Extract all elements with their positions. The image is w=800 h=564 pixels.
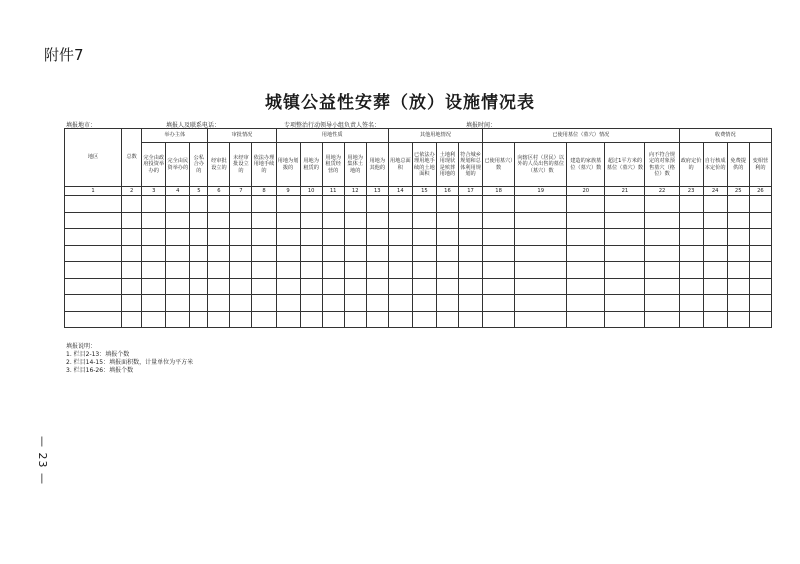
data-cell[interactable] — [679, 245, 703, 262]
data-cell[interactable] — [230, 245, 252, 262]
data-cell[interactable] — [122, 212, 142, 229]
column-number-cell: 22 — [645, 187, 679, 196]
data-cell[interactable] — [142, 295, 166, 312]
data-cell[interactable] — [366, 278, 388, 295]
data-cell[interactable] — [567, 245, 605, 262]
column-number-cell: 1 — [65, 187, 122, 196]
data-cell[interactable] — [65, 295, 122, 312]
header-col-11: 用地为租赁经营的 — [322, 143, 344, 187]
data-cell[interactable] — [208, 311, 230, 328]
header-col-3: 完全由政府投资举办的 — [142, 143, 166, 187]
data-cell[interactable] — [142, 212, 166, 229]
data-cell[interactable] — [190, 229, 208, 246]
data-cell[interactable] — [190, 262, 208, 279]
data-cell[interactable] — [166, 196, 190, 213]
data-cell[interactable] — [679, 278, 703, 295]
data-cell[interactable] — [190, 311, 208, 328]
data-cell[interactable] — [366, 245, 388, 262]
data-cell[interactable] — [366, 196, 388, 213]
data-cell[interactable] — [230, 311, 252, 328]
data-cell[interactable] — [605, 278, 645, 295]
filler-label: 填报人及联系电话： — [166, 122, 221, 129]
data-cell[interactable] — [703, 212, 727, 229]
column-number-cell: 18 — [483, 187, 515, 196]
header-col-8: 依法办理用地手续的 — [252, 143, 276, 187]
table-row — [65, 311, 772, 328]
header-total: 总数 — [122, 129, 142, 187]
column-number-cell: 6 — [208, 187, 230, 196]
data-cell[interactable] — [366, 311, 388, 328]
data-cell[interactable] — [483, 229, 515, 246]
data-cell[interactable] — [567, 212, 605, 229]
data-cell[interactable] — [483, 295, 515, 312]
data-cell[interactable] — [727, 196, 749, 213]
data-cell[interactable] — [142, 278, 166, 295]
data-cell[interactable] — [142, 262, 166, 279]
data-cell[interactable] — [344, 278, 366, 295]
data-cell[interactable] — [483, 196, 515, 213]
data-cell[interactable] — [412, 245, 436, 262]
data-cell[interactable] — [605, 245, 645, 262]
header-col-24: 自行核成本定价的 — [703, 143, 727, 187]
table-row — [65, 229, 772, 246]
data-cell[interactable] — [388, 196, 412, 213]
header-col-7: 未经审批设立的 — [230, 143, 252, 187]
data-cell[interactable] — [567, 311, 605, 328]
column-number-cell: 16 — [436, 187, 458, 196]
data-cell[interactable] — [276, 262, 300, 279]
data-cell[interactable] — [252, 278, 276, 295]
data-cell[interactable] — [122, 262, 142, 279]
data-cell[interactable] — [230, 196, 252, 213]
data-cell[interactable] — [515, 229, 567, 246]
document-title: 城镇公益性安葬（放）设施情况表 — [265, 93, 535, 113]
column-number-cell: 17 — [458, 187, 482, 196]
data-cell[interactable] — [344, 245, 366, 262]
table-row — [65, 262, 772, 279]
data-cell[interactable] — [366, 295, 388, 312]
header-col-15: 已依法办理用地手续的土地面积 — [412, 143, 436, 187]
leader-signature-label: 专项整治行动领导小组负责人签名： — [284, 122, 381, 129]
data-cell[interactable] — [252, 295, 276, 312]
table-row — [65, 295, 772, 312]
data-cell[interactable] — [436, 212, 458, 229]
data-cell[interactable] — [436, 295, 458, 312]
data-cell[interactable] — [300, 311, 322, 328]
data-cell[interactable] — [322, 295, 344, 312]
data-cell[interactable] — [388, 311, 412, 328]
data-cell[interactable] — [276, 278, 300, 295]
data-cell[interactable] — [65, 212, 122, 229]
data-cell[interactable] — [300, 245, 322, 262]
data-cell[interactable] — [703, 245, 727, 262]
data-cell[interactable] — [483, 245, 515, 262]
header-col-6: 经审批设立的 — [208, 143, 230, 187]
header-row-groups — [65, 129, 772, 143]
header-used-plots: 已使用墓位（墓穴）情况 — [483, 129, 680, 143]
data-cell[interactable] — [749, 295, 771, 312]
header-col-12: 用地为集体土地的 — [344, 143, 366, 187]
data-cell[interactable] — [366, 212, 388, 229]
data-cell[interactable] — [190, 196, 208, 213]
data-cell[interactable] — [412, 262, 436, 279]
data-cell[interactable] — [436, 262, 458, 279]
data-cell[interactable] — [567, 278, 605, 295]
data-cell[interactable] — [122, 295, 142, 312]
data-cell[interactable] — [122, 196, 142, 213]
data-cell[interactable] — [645, 311, 679, 328]
data-cell[interactable] — [344, 262, 366, 279]
column-number-cell: 21 — [605, 187, 645, 196]
data-cell[interactable] — [412, 212, 436, 229]
data-cell[interactable] — [142, 229, 166, 246]
data-cell[interactable] — [515, 212, 567, 229]
data-cell[interactable] — [645, 229, 679, 246]
data-cell[interactable] — [344, 196, 366, 213]
data-cell[interactable] — [679, 212, 703, 229]
data-cell[interactable] — [276, 229, 300, 246]
data-cell[interactable] — [749, 245, 771, 262]
data-cell[interactable] — [65, 278, 122, 295]
data-cell[interactable] — [65, 196, 122, 213]
data-cell[interactable] — [458, 212, 482, 229]
data-cell[interactable] — [727, 229, 749, 246]
data-cell[interactable] — [230, 212, 252, 229]
data-cell[interactable] — [300, 262, 322, 279]
data-cell[interactable] — [679, 196, 703, 213]
data-cell[interactable] — [166, 262, 190, 279]
data-cell[interactable] — [483, 212, 515, 229]
data-cell[interactable] — [122, 245, 142, 262]
column-number-cell: 25 — [727, 187, 749, 196]
data-cell[interactable] — [366, 229, 388, 246]
data-cell[interactable] — [276, 245, 300, 262]
data-cell[interactable] — [190, 278, 208, 295]
data-cell[interactable] — [166, 311, 190, 328]
data-cell[interactable] — [567, 295, 605, 312]
data-cell[interactable] — [322, 229, 344, 246]
data-cell[interactable] — [458, 196, 482, 213]
data-cell[interactable] — [122, 229, 142, 246]
data-cell[interactable] — [388, 295, 412, 312]
data-cell[interactable] — [605, 196, 645, 213]
column-number-cell: 20 — [567, 187, 605, 196]
data-cell[interactable] — [230, 229, 252, 246]
table-row — [65, 212, 772, 229]
data-cell[interactable] — [300, 196, 322, 213]
data-cell[interactable] — [322, 196, 344, 213]
data-cell[interactable] — [605, 295, 645, 312]
data-cell[interactable] — [727, 245, 749, 262]
table-row — [65, 245, 772, 262]
column-number-cell: 8 — [252, 187, 276, 196]
header-col-20: 建造的家族墓位（墓穴）数 — [567, 143, 605, 187]
data-cell[interactable] — [190, 212, 208, 229]
data-cell[interactable] — [412, 295, 436, 312]
data-cell[interactable] — [727, 311, 749, 328]
notes-heading: 填报说明： — [66, 343, 97, 350]
header-col-16: 土地利用现状是殡葬用地的 — [436, 143, 458, 187]
data-cell[interactable] — [122, 311, 142, 328]
data-cell[interactable] — [515, 245, 567, 262]
data-cell[interactable] — [252, 262, 276, 279]
data-cell[interactable] — [166, 245, 190, 262]
column-number-row — [65, 187, 772, 196]
data-cell[interactable] — [436, 196, 458, 213]
column-number-cell: 14 — [388, 187, 412, 196]
data-cell[interactable] — [483, 278, 515, 295]
data-cell[interactable] — [515, 311, 567, 328]
area-label: 填报地市： — [66, 122, 97, 129]
data-cell[interactable] — [230, 262, 252, 279]
data-cell[interactable] — [412, 229, 436, 246]
data-cell[interactable] — [703, 311, 727, 328]
data-cell[interactable] — [679, 295, 703, 312]
data-cell[interactable] — [645, 278, 679, 295]
data-cell[interactable] — [276, 212, 300, 229]
data-cell[interactable] — [703, 295, 727, 312]
header-district: 地区 — [65, 129, 122, 187]
data-cell[interactable] — [252, 212, 276, 229]
data-cell[interactable] — [65, 245, 122, 262]
data-cell[interactable] — [208, 229, 230, 246]
data-cell[interactable] — [605, 311, 645, 328]
data-cell[interactable] — [703, 278, 727, 295]
data-cell[interactable] — [749, 196, 771, 213]
data-cell[interactable] — [458, 229, 482, 246]
column-number-cell: 3 — [142, 187, 166, 196]
data-cell[interactable] — [208, 212, 230, 229]
data-cell[interactable] — [458, 311, 482, 328]
column-number-cell: 11 — [322, 187, 344, 196]
data-cell[interactable] — [703, 229, 727, 246]
data-cell[interactable] — [679, 311, 703, 328]
column-number-cell: 5 — [190, 187, 208, 196]
data-cell[interactable] — [436, 229, 458, 246]
data-cell[interactable] — [276, 196, 300, 213]
data-cell[interactable] — [344, 295, 366, 312]
page-number: — 23 — — [36, 436, 49, 485]
data-cell[interactable] — [322, 245, 344, 262]
data-cell[interactable] — [300, 278, 322, 295]
data-cell[interactable] — [166, 295, 190, 312]
data-cell[interactable] — [366, 262, 388, 279]
data-cell[interactable] — [483, 262, 515, 279]
data-cell[interactable] — [388, 229, 412, 246]
column-number-cell: 12 — [344, 187, 366, 196]
data-cell[interactable] — [344, 229, 366, 246]
data-cell[interactable] — [322, 278, 344, 295]
fill-time-label: 填报时间： — [466, 122, 497, 129]
notes-line: 2. 栏目14-15：填报面积数，计量单位为平方米 — [66, 359, 194, 366]
column-number-cell: 9 — [276, 187, 300, 196]
data-cell[interactable] — [749, 278, 771, 295]
filling-notes — [66, 343, 193, 375]
data-cell[interactable] — [727, 295, 749, 312]
data-cell[interactable] — [605, 212, 645, 229]
data-cell[interactable] — [322, 212, 344, 229]
data-cell[interactable] — [458, 278, 482, 295]
data-cell[interactable] — [142, 196, 166, 213]
data-cell[interactable] — [388, 278, 412, 295]
data-cell[interactable] — [166, 229, 190, 246]
data-cell[interactable] — [142, 245, 166, 262]
column-number-cell: 7 — [230, 187, 252, 196]
attachment-label: 附件7 — [44, 46, 84, 64]
header-land-nature: 用地性质 — [276, 129, 388, 143]
header-row-columns — [65, 143, 772, 187]
data-cell[interactable] — [436, 278, 458, 295]
data-cell[interactable] — [300, 229, 322, 246]
header-col-17: 符合城乡规划和总体利用规划的 — [458, 143, 482, 187]
data-cell[interactable] — [208, 245, 230, 262]
data-cell[interactable] — [65, 311, 122, 328]
data-cell[interactable] — [65, 229, 122, 246]
notes-line: 1. 栏目2-13：填报个数 — [66, 351, 130, 358]
data-cell[interactable] — [208, 262, 230, 279]
data-cell[interactable] — [749, 311, 771, 328]
data-cell[interactable] — [515, 196, 567, 213]
data-cell[interactable] — [645, 212, 679, 229]
data-cell[interactable] — [412, 278, 436, 295]
data-cell[interactable] — [458, 245, 482, 262]
table-row — [65, 278, 772, 295]
data-cell[interactable] — [388, 262, 412, 279]
header-fees: 收费情况 — [679, 129, 771, 143]
data-cell[interactable] — [322, 311, 344, 328]
data-cell[interactable] — [679, 262, 703, 279]
data-cell[interactable] — [679, 229, 703, 246]
data-cell[interactable] — [300, 295, 322, 312]
column-number-cell: 10 — [300, 187, 322, 196]
data-cell[interactable] — [252, 196, 276, 213]
data-cell[interactable] — [412, 311, 436, 328]
data-cell[interactable] — [122, 278, 142, 295]
data-cell[interactable] — [230, 295, 252, 312]
data-cell[interactable] — [645, 196, 679, 213]
column-number-cell: 4 — [166, 187, 190, 196]
data-cell[interactable] — [645, 295, 679, 312]
column-number-cell: 19 — [515, 187, 567, 196]
data-cell[interactable] — [749, 229, 771, 246]
header-col-9: 用地为划拨的 — [276, 143, 300, 187]
data-cell[interactable] — [515, 262, 567, 279]
data-cell[interactable] — [276, 311, 300, 328]
header-col-26: 变相营利的 — [749, 143, 771, 187]
data-cell[interactable] — [605, 262, 645, 279]
data-cell[interactable] — [322, 262, 344, 279]
header-col-13: 用地为其他的 — [366, 143, 388, 187]
data-cell[interactable] — [515, 278, 567, 295]
column-number-cell: 15 — [412, 187, 436, 196]
data-cell[interactable] — [252, 229, 276, 246]
data-cell[interactable] — [605, 229, 645, 246]
data-cell[interactable] — [458, 262, 482, 279]
data-cell[interactable] — [276, 295, 300, 312]
data-cell[interactable] — [388, 212, 412, 229]
data-cell[interactable] — [142, 311, 166, 328]
header-col-19: 向辖区村（居民）以外的人员出售的墓位（墓穴）数 — [515, 143, 567, 187]
data-cell[interactable] — [190, 295, 208, 312]
facility-table — [64, 128, 772, 328]
column-number-cell: 24 — [703, 187, 727, 196]
data-cell[interactable] — [252, 245, 276, 262]
data-cell[interactable] — [567, 229, 605, 246]
data-cell[interactable] — [300, 212, 322, 229]
header-col-4: 完全由民资举办的 — [166, 143, 190, 187]
data-cell[interactable] — [703, 262, 727, 279]
header-col-23: 政府定价的 — [679, 143, 703, 187]
data-cell[interactable] — [749, 262, 771, 279]
data-cell[interactable] — [166, 212, 190, 229]
data-cell[interactable] — [749, 212, 771, 229]
column-number-cell: 2 — [122, 187, 142, 196]
data-cell[interactable] — [344, 311, 366, 328]
header-other-land: 其他用地情况 — [388, 129, 482, 143]
data-cell[interactable] — [190, 245, 208, 262]
table-row — [65, 196, 772, 213]
data-cell[interactable] — [436, 245, 458, 262]
data-cell[interactable] — [515, 295, 567, 312]
header-col-21: 超过1平方米的墓位（墓穴）数 — [605, 143, 645, 187]
data-cell[interactable] — [727, 212, 749, 229]
data-cell[interactable] — [645, 245, 679, 262]
data-cell[interactable] — [567, 262, 605, 279]
data-cell[interactable] — [436, 311, 458, 328]
notes-line: 3. 栏目16-26：填报个数 — [66, 367, 134, 374]
data-cell[interactable] — [483, 311, 515, 328]
data-cell[interactable] — [252, 311, 276, 328]
data-cell[interactable] — [208, 196, 230, 213]
data-cell[interactable] — [230, 278, 252, 295]
column-number-cell: 26 — [749, 187, 771, 196]
data-cell[interactable] — [645, 262, 679, 279]
data-cell[interactable] — [412, 196, 436, 213]
column-number-cell: 13 — [366, 187, 388, 196]
header-col-22: 向不符合规定的对象预售墓穴（格位）数 — [645, 143, 679, 187]
header-col-18: 已使用墓穴）数 — [483, 143, 515, 187]
data-cell[interactable] — [65, 262, 122, 279]
column-number-cell: 23 — [679, 187, 703, 196]
header-col-10: 用地为租赁的 — [300, 143, 322, 187]
header-sponsor: 举办主体 — [142, 129, 208, 143]
data-cell[interactable] — [458, 295, 482, 312]
header-approval: 审批情况 — [208, 129, 276, 143]
data-cell[interactable] — [727, 278, 749, 295]
data-cell[interactable] — [727, 262, 749, 279]
data-cell[interactable] — [208, 278, 230, 295]
data-cell[interactable] — [344, 212, 366, 229]
data-cell[interactable] — [388, 245, 412, 262]
data-cell[interactable] — [166, 278, 190, 295]
header-col-5: 公私合办的 — [190, 143, 208, 187]
data-cell[interactable] — [208, 295, 230, 312]
header-col-25: 免费提供的 — [727, 143, 749, 187]
data-cell[interactable] — [703, 196, 727, 213]
header-col-14: 用地总面积 — [388, 143, 412, 187]
data-cell[interactable] — [567, 196, 605, 213]
